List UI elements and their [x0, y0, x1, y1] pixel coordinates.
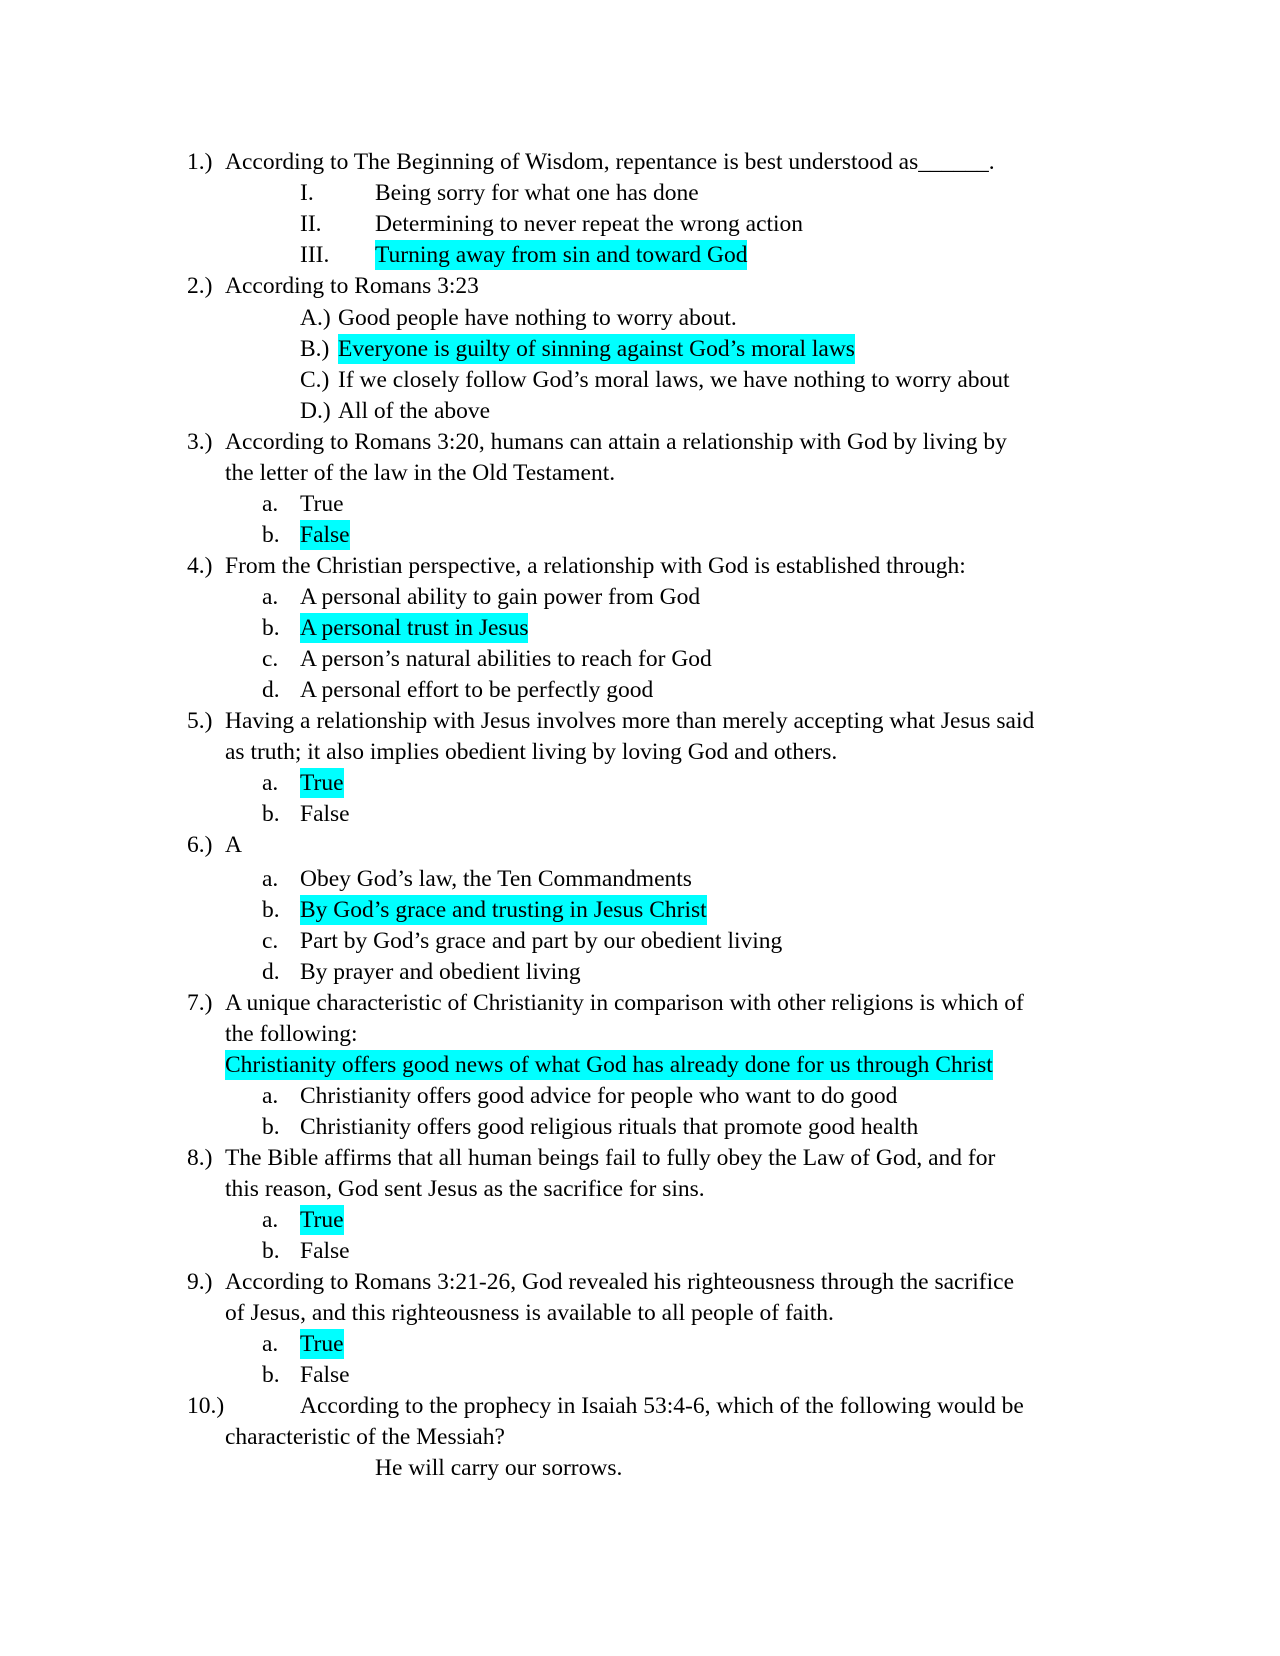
- q4-text-line-1: From the Christian perspective, a relationship with God is established through:: [225, 553, 966, 579]
- q2-option-marker: A.): [300, 305, 331, 331]
- q6-option-text: By prayer and obedient living: [300, 959, 581, 985]
- q3-text-line-1: According to Romans 3:20, humans can attain a relationship with God by living by: [225, 429, 1007, 455]
- q1-option-text: Determining to never repeat the wrong action: [375, 211, 804, 237]
- q2-option-text-highlighted: Everyone is guilty of sinning against God’s moral laws: [338, 336, 855, 362]
- q9-option-text: False: [300, 1362, 350, 1388]
- q6-option-text: Obey God’s law, the Ten Commandments: [300, 866, 692, 892]
- q2-option-marker: C.): [300, 367, 330, 393]
- q2-text-line-1: According to Romans 3:23: [225, 273, 479, 299]
- q6-option-text-highlighted: By God’s grace and trusting in Jesus Christ: [300, 897, 707, 923]
- q3-option-marker: a.: [262, 491, 279, 517]
- q1-option-marker: II.: [300, 211, 322, 237]
- q4-option-marker: d.: [262, 677, 280, 703]
- q3-number: 3.): [187, 429, 213, 455]
- q6-option-marker: d.: [262, 959, 280, 985]
- q2-number: 2.): [187, 273, 213, 299]
- q5-option-text: False: [300, 801, 350, 827]
- q9-option-marker: b.: [262, 1362, 280, 1388]
- q8-text-line-2: this reason, God sent Jesus as the sacrifice for sins.: [225, 1176, 705, 1202]
- q7-option-marker: b.: [262, 1114, 280, 1140]
- q4-option-marker: c.: [262, 646, 279, 672]
- q10-number: 10.): [187, 1393, 225, 1419]
- q7-option-marker: a.: [262, 1083, 279, 1109]
- q4-option-text: A person’s natural abilities to reach for God: [300, 646, 712, 672]
- q9-option-marker: a.: [262, 1331, 279, 1357]
- q5-option-marker: a.: [262, 770, 279, 796]
- q1-text-line-1: According to The Beginning of Wisdom, repentance is best understood as______.: [225, 149, 995, 175]
- q7-text-line-2: the following:: [225, 1021, 358, 1047]
- q1-option-marker: I.: [300, 180, 314, 206]
- q6-number: 6.): [187, 832, 213, 858]
- q8-option-text: False: [300, 1238, 350, 1264]
- q4-option-text-highlighted: A personal trust in Jesus: [300, 615, 529, 641]
- q7-answer-highlighted: Christianity offers good news of what God has already done for us through Christ: [225, 1052, 993, 1078]
- q2-option-text: If we closely follow God’s moral laws, we have nothing to worry about: [338, 367, 1010, 393]
- q3-option-marker: b.: [262, 522, 280, 548]
- q3-option-text-highlighted: False: [300, 522, 350, 548]
- q9-text-line-1: According to Romans 3:21-26, God revealed his righteousness through the sacrifice: [225, 1269, 1015, 1295]
- q6-text-line-1: A: [225, 832, 242, 858]
- q7-text-line-1: A unique characteristic of Christianity in comparison with other religions is which of: [225, 990, 1024, 1016]
- q2-option-text: All of the above: [338, 398, 491, 424]
- q5-text-line-2: as truth; it also implies obedient living by loving God and others.: [225, 739, 838, 765]
- q2-option-text: Good people have nothing to worry about.: [338, 305, 737, 331]
- q7-number: 7.): [187, 990, 213, 1016]
- q10-text-line-2: characteristic of the Messiah?: [225, 1424, 505, 1450]
- q5-option-text-highlighted: True: [300, 770, 344, 796]
- q8-text-line-1: The Bible affirms that all human beings fail to fully obey the Law of God, and for: [225, 1145, 996, 1171]
- q9-text-line-2: of Jesus, and this righteousness is available to all people of faith.: [225, 1300, 834, 1326]
- q1-number: 1.): [187, 149, 213, 175]
- q1-option-text: Being sorry for what one has done: [375, 180, 699, 206]
- q8-number: 8.): [187, 1145, 213, 1171]
- q7-option-text: Christianity offers good advice for people who want to do good: [300, 1083, 898, 1109]
- q4-number: 4.): [187, 553, 213, 579]
- q2-option-marker: D.): [300, 398, 331, 424]
- q4-option-text: A personal ability to gain power from God: [300, 584, 701, 610]
- q2-option-marker: B.): [300, 336, 330, 362]
- q4-option-marker: a.: [262, 584, 279, 610]
- q6-option-marker: c.: [262, 928, 279, 954]
- q6-option-marker: b.: [262, 897, 280, 923]
- q7-option-text: Christianity offers good religious rituals that promote good health: [300, 1114, 919, 1140]
- q3-option-text: True: [300, 491, 344, 517]
- q6-option-text: Part by God’s grace and part by our obedient living: [300, 928, 783, 954]
- q1-option-marker: III.: [300, 242, 330, 268]
- q8-option-marker: b.: [262, 1238, 280, 1264]
- q1-option-text-highlighted: Turning away from sin and toward God: [375, 242, 748, 268]
- q4-option-text: A personal effort to be perfectly good: [300, 677, 654, 703]
- q10-text-line-1: According to the prophecy in Isaiah 53:4-6, which of the following would be: [300, 1393, 1024, 1419]
- q5-text-line-1: Having a relationship with Jesus involves more than merely accepting what Jesus said: [225, 708, 1035, 734]
- q9-option-text-highlighted: True: [300, 1331, 344, 1357]
- q5-number: 5.): [187, 708, 213, 734]
- q3-text-line-2: the letter of the law in the Old Testament.: [225, 460, 616, 486]
- q8-option-marker: a.: [262, 1207, 279, 1233]
- q6-option-marker: a.: [262, 866, 279, 892]
- q5-option-marker: b.: [262, 801, 280, 827]
- q9-number: 9.): [187, 1269, 213, 1295]
- q10-answer: He will carry our sorrows.: [375, 1455, 623, 1481]
- q8-option-text-highlighted: True: [300, 1207, 344, 1233]
- q4-option-marker: b.: [262, 615, 280, 641]
